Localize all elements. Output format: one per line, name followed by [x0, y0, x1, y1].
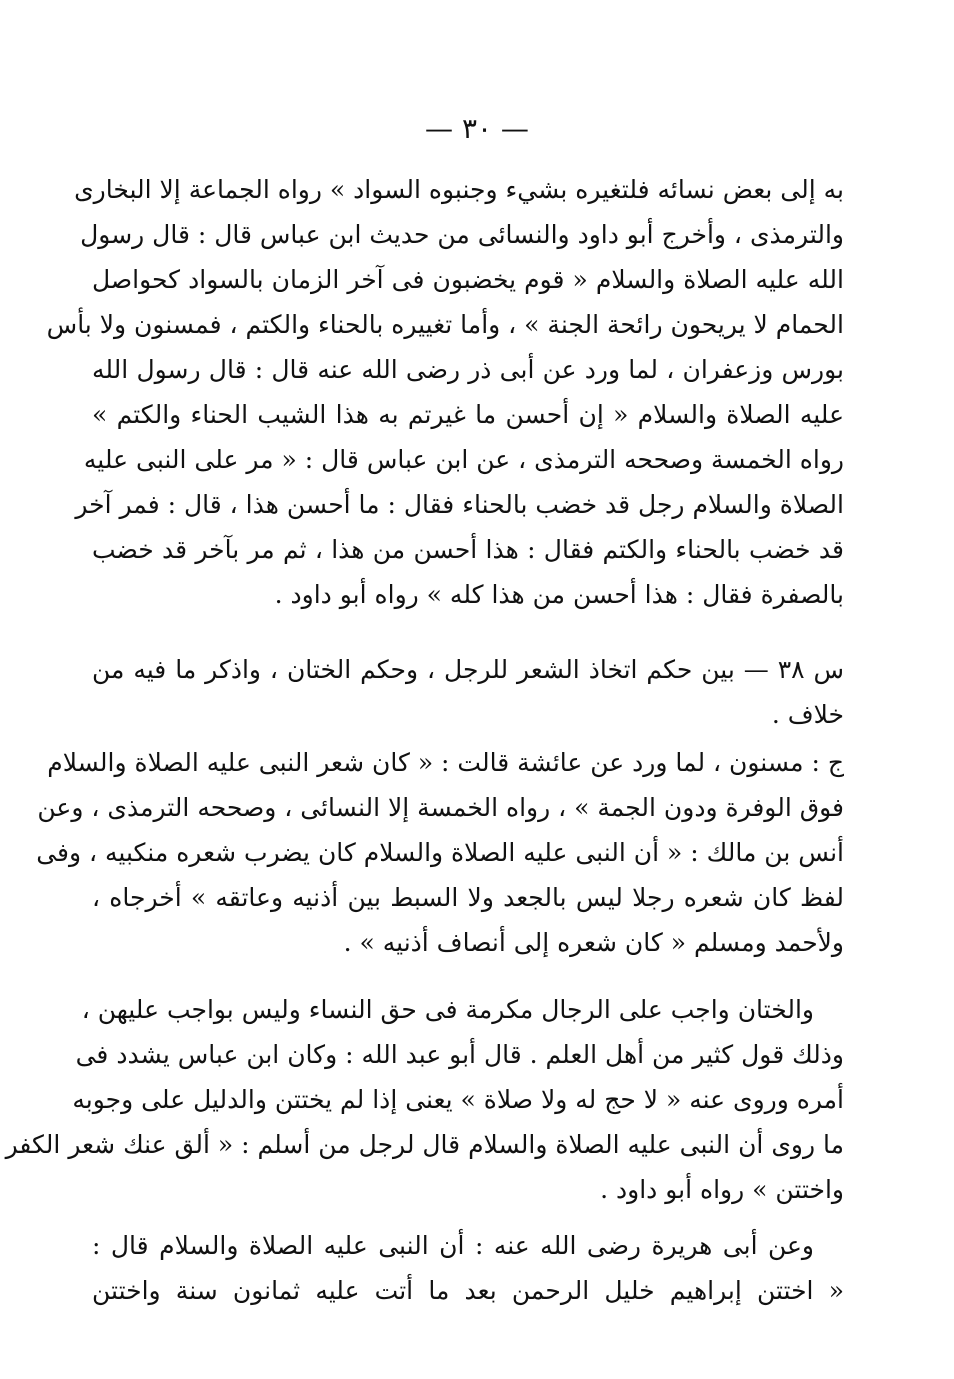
text-line: أمره وروى عنه « لا حج له ولا صلاة » يعنى إذا لم يختتن والدليل على وجوبه — [72, 1085, 844, 1114]
text-line: وذلك قول كثير من أهل العلم . قال أبو عبد الله : وكان ابن عباس يشدد فى — [75, 1040, 844, 1069]
paragraph-circumcision — [5, 987, 844, 1212]
text-line: ما روى أن النبى عليه الصلاة والسلام قال لرجل من أسلم : « ألق عنك شعر الكفر — [5, 1130, 844, 1159]
text-line: الله عليه الصلاة والسلام « قوم يخضبون فى آخر الزمان بالسواد كحواصل — [92, 265, 844, 294]
text-line: « اختتن إبراهيم خليل الرحمن بعد ما أتت عليه ثمانون سنة واختتن — [92, 1276, 844, 1305]
text-line: به إلى بعض نسائه فلتغيره بشيء وجنبوه السواد » رواه الجماعة إلا البخارى — [74, 175, 844, 204]
text-line: والترمذى ، وأخرج أبو داود والنسائى من حديث ابن عباس قال : قال رسول — [80, 220, 844, 249]
answer-paragraph — [36, 740, 844, 965]
text-line: واختتن » رواه أبو داود . — [600, 1175, 844, 1204]
text-line: رواه الخمسة وصححه الترمذى ، عن ابن عباس قال : « مر على النبى عليه — [83, 445, 844, 474]
text-line: الحمام لا يريحون رائحة الجنة » ، وأما تغييره بالحناء والكتم ، فمسنون ولا بأس — [46, 310, 844, 339]
paragraph-hadith-dye — [46, 167, 844, 617]
text-line: فوق الوفرة ودون الجمة » ، رواه الخمسة إلا النسائى ، وصححه الترمذى ، وعن — [37, 793, 844, 822]
text-line: لفظ كان شعره رجلا ليس بالجعد ولا السبط بين أذنيه وعاتقه » أخرجاه ، — [92, 883, 844, 912]
text-line: س ٣٨ — بين حكم اتخاذ الشعر للرجل ، وحكم الختان ، واذكر ما فيه من — [92, 655, 845, 684]
text-line: ج : مسنون ، لما ورد عن عائشة قالت : « كان شعر النبى عليه الصلاة والسلام — [47, 748, 844, 777]
text-line: والختان واجب على الرجال مكرمة فى حق النساء وليس بواجب عليهن ، — [81, 995, 814, 1024]
text-line: بالصفرة فقال : هذا أحسن من هذا كله » رواه أبو داود . — [274, 580, 844, 609]
question-38 — [92, 647, 844, 737]
page-number: — ٣٠ — — [425, 112, 529, 145]
text-line: قد خضب بالحناء والكتم فقال : هذا أحسن من هذا ، ثم مر بآخر قد خضب — [92, 535, 844, 564]
text-line: الصلاة والسلام رجل قد خضب بالحناء فقال : ما أحسن هذا ، قال : فمر آخر — [75, 490, 844, 519]
text-line: بورس وزعفران ، لما ورد عن أبى ذر رضى الله عنه قال : قال رسول الله — [92, 355, 844, 384]
text-line: أنس بن مالك : « أن النبى عليه الصلاة والسلام كان يضرب شعره منكبيه ، وفى — [36, 838, 844, 867]
text-line: خلاف . — [771, 700, 844, 729]
text-line: ولأحمد ومسلم « كان شعره إلى أنصاف أذنيه » . — [343, 928, 844, 957]
text-line: وعن أبى هريرة رضى الله عنه : أن النبى عليه الصلاة والسلام قال : — [92, 1231, 814, 1260]
paragraph-abu-huraira — [92, 1223, 844, 1313]
text-line: عليه الصلاة والسلام « إن أحسن ما غيرتم به هذا الشيب الحناء والكتم » — [92, 400, 844, 429]
